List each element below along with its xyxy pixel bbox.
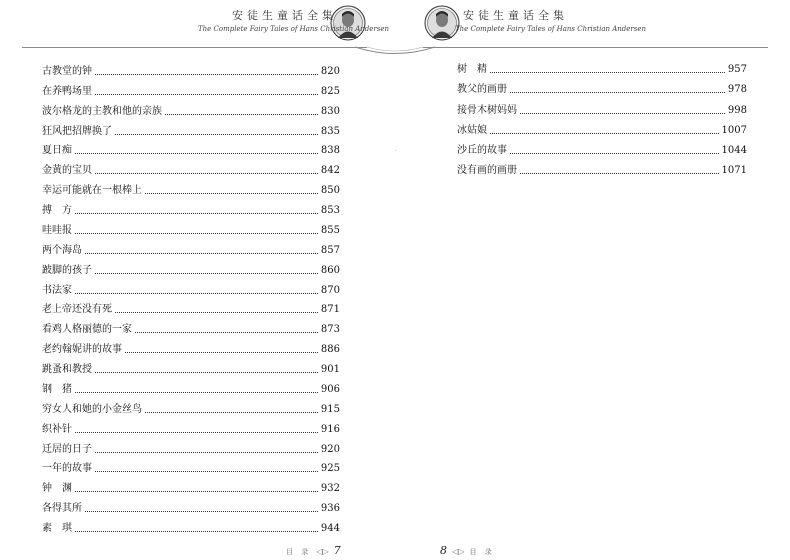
toc-entry-page: 825 — [320, 85, 340, 97]
toc-leader-dots — [85, 511, 318, 512]
toc-entry-title: 钟 渊 — [42, 483, 72, 495]
toc-entry-page: 830 — [320, 105, 340, 117]
toc-entry[interactable] — [42, 475, 340, 495]
toc-entry-page: 871 — [320, 304, 340, 316]
toc-entry[interactable] — [457, 56, 747, 76]
toc-entry[interactable] — [42, 515, 340, 535]
toc-entry-title: 金黄的宝贝 — [42, 165, 92, 177]
gutter-mark — [395, 150, 396, 151]
toc-entry[interactable] — [42, 297, 340, 317]
toc-entry-title: 幸运可能就在一根棒上 — [42, 185, 142, 197]
toc-leader-dots — [95, 273, 318, 274]
toc-leader-dots — [510, 92, 725, 93]
toc-entry-page: 838 — [320, 145, 340, 157]
toc-leader-dots — [75, 153, 318, 154]
toc-entry-title: 冰姑娘 — [457, 124, 487, 136]
toc-entry[interactable] — [42, 336, 340, 356]
toc-entry-page: 998 — [727, 104, 747, 116]
toc-entry-title: 夏日痴 — [42, 145, 72, 157]
toc-leader-dots — [135, 332, 318, 333]
toc-entry-page: 925 — [320, 463, 340, 475]
toc-entry-title: 织补针 — [42, 423, 72, 435]
header-subtitle-left: The Complete Fairy Tales of Hans Christian Andersen — [198, 25, 390, 33]
toc-entry-title: 在养鸭场里 — [42, 85, 92, 97]
toc-entry[interactable] — [42, 277, 340, 297]
toc-entry-title: 穷女人和她的小金丝鸟 — [42, 403, 142, 415]
toc-entry-page: 932 — [320, 483, 340, 495]
toc-entry[interactable] — [42, 78, 340, 98]
toc-leader-dots — [125, 352, 318, 353]
footer-ornament-left: ◁▷ — [316, 547, 329, 556]
toc-entry-title: 看鸡人格丽德的一家 — [42, 324, 132, 336]
toc-leader-dots — [145, 412, 318, 413]
toc-entry[interactable] — [42, 138, 340, 158]
toc-entry-page: 870 — [320, 284, 340, 296]
toc-entry-page: 835 — [320, 125, 340, 137]
toc-leader-dots — [165, 114, 318, 115]
toc-entry[interactable] — [457, 117, 747, 137]
toc-leader-dots — [75, 392, 318, 393]
toc-entry-title: 搏 方 — [42, 205, 72, 216]
toc-entry[interactable] — [457, 76, 747, 96]
toc-leader-dots — [75, 233, 318, 234]
toc-entry-page: 916 — [320, 423, 340, 435]
toc-entry[interactable] — [42, 436, 340, 456]
toc-entry[interactable] — [457, 157, 747, 177]
toc-entry-title: 树 精 — [457, 64, 487, 76]
page-number-right: 8 — [440, 544, 447, 557]
toc-entry[interactable] — [42, 237, 340, 257]
toc-leader-dots — [115, 134, 318, 135]
toc-entry-title: 跳蚤和教授 — [42, 364, 92, 375]
toc-entry-title: 教父的画册 — [457, 84, 507, 96]
toc-entry-title: 哇哇报 — [42, 224, 72, 236]
toc-entry-title: 波尔格龙的主教和他的亲族 — [42, 105, 162, 117]
toc-entry[interactable] — [42, 177, 340, 197]
toc-entry[interactable] — [42, 157, 340, 177]
toc-entry[interactable] — [42, 98, 340, 118]
toc-leader-dots — [490, 133, 719, 134]
toc-entry-title: 两个海岛 — [42, 244, 82, 256]
toc-leader-dots — [510, 153, 719, 154]
toc-leader-dots — [75, 531, 318, 532]
toc-leader-dots — [95, 94, 318, 95]
toc-entry-page: 886 — [320, 344, 340, 356]
toc-entry-title: 跛脚的孩子 — [42, 264, 92, 276]
toc-entry[interactable] — [42, 416, 340, 436]
toc-leader-dots — [75, 432, 318, 433]
toc-entry-page: 860 — [320, 264, 340, 276]
toc-entry-page: 978 — [727, 84, 747, 96]
header-rule-left — [22, 47, 367, 48]
toc-entry-title: 狂风把招牌换了 — [42, 125, 112, 137]
footer-label-right: 目 录 — [469, 548, 495, 556]
toc-list-left — [42, 58, 340, 535]
toc-leader-dots — [520, 173, 719, 174]
toc-entry[interactable] — [42, 456, 340, 476]
toc-leader-dots — [85, 253, 318, 254]
toc-leader-dots — [95, 372, 318, 373]
toc-entry-title: 老约翰妮讲的故事 — [42, 344, 122, 356]
toc-entry-page: 820 — [320, 65, 340, 77]
toc-entry[interactable] — [42, 376, 340, 396]
toc-leader-dots — [95, 173, 318, 174]
footer-ornament-right: ◁▷ — [452, 547, 465, 556]
header-title-left: 安徒生童话全集 — [232, 9, 337, 22]
toc-leader-dots — [520, 113, 725, 114]
toc-entry[interactable] — [42, 58, 340, 78]
toc-entry[interactable] — [457, 137, 747, 157]
toc-entry[interactable] — [42, 495, 340, 515]
toc-entry-title: 素 琪 — [42, 523, 72, 534]
toc-entry-page: 957 — [727, 64, 747, 76]
toc-leader-dots — [145, 193, 318, 194]
toc-entry-page: 1071 — [721, 165, 747, 177]
toc-entry-title: 迁居的日子 — [42, 443, 92, 455]
toc-entry-title: 各得其所 — [42, 503, 82, 515]
toc-entry-page: 915 — [320, 403, 340, 415]
toc-entry-page: 920 — [320, 443, 340, 455]
toc-entry-page: 855 — [320, 224, 340, 236]
footer-right — [440, 539, 495, 558]
toc-entry-page: 1007 — [721, 124, 747, 136]
toc-leader-dots — [95, 471, 318, 472]
toc-entry-page: 842 — [320, 165, 340, 177]
toc-entry-page: 873 — [320, 324, 340, 336]
header-subtitle-right: The Complete Fairy Tales of Hans Christian Andersen — [455, 25, 647, 33]
footer-left — [286, 539, 341, 558]
toc-entry[interactable] — [42, 396, 340, 416]
toc-leader-dots — [75, 293, 318, 294]
toc-entry[interactable] — [42, 197, 340, 217]
toc-entry[interactable] — [42, 118, 340, 138]
toc-entry-title: 没有画的画册 — [457, 165, 517, 177]
toc-entry[interactable] — [42, 217, 340, 237]
toc-entry-title: 书法家 — [42, 284, 72, 296]
page-header — [0, 0, 790, 55]
footer-label-left: 目 录 — [286, 548, 312, 556]
header-swoop-ornament — [355, 32, 435, 54]
toc-entry[interactable] — [457, 96, 747, 116]
header-title-right: 安徒生童话全集 — [463, 9, 568, 22]
toc-entry[interactable] — [42, 316, 340, 336]
toc-entry-page: 850 — [320, 185, 340, 197]
toc-leader-dots — [490, 72, 725, 73]
toc-entry-page: 1044 — [721, 144, 747, 156]
toc-entry[interactable] — [42, 356, 340, 376]
toc-entry-page: 936 — [320, 503, 340, 515]
toc-entry-title: 接骨木树妈妈 — [457, 104, 517, 116]
toc-entry-page: 906 — [320, 383, 340, 395]
toc-leader-dots — [115, 312, 318, 313]
toc-list-right — [457, 56, 747, 177]
toc-entry-page: 901 — [320, 364, 340, 375]
toc-entry-title: 老上帝还没有死 — [42, 304, 112, 316]
toc-leader-dots — [95, 452, 318, 453]
toc-entry-title: 钢 猪 — [42, 383, 72, 395]
toc-leader-dots — [75, 491, 318, 492]
toc-leader-dots — [95, 74, 318, 75]
toc-entry-page: 853 — [320, 205, 340, 216]
toc-entry-page: 944 — [320, 523, 340, 534]
header-rule-right — [423, 47, 768, 48]
toc-leader-dots — [75, 213, 318, 214]
toc-entry-title: 沙丘的故事 — [457, 144, 507, 156]
toc-entry-title: 一年的故事 — [42, 463, 92, 475]
toc-entry-page: 857 — [320, 244, 340, 256]
toc-entry[interactable] — [42, 257, 340, 277]
toc-entry-title: 古教堂的钟 — [42, 65, 92, 77]
page-number-left: 7 — [333, 544, 341, 557]
